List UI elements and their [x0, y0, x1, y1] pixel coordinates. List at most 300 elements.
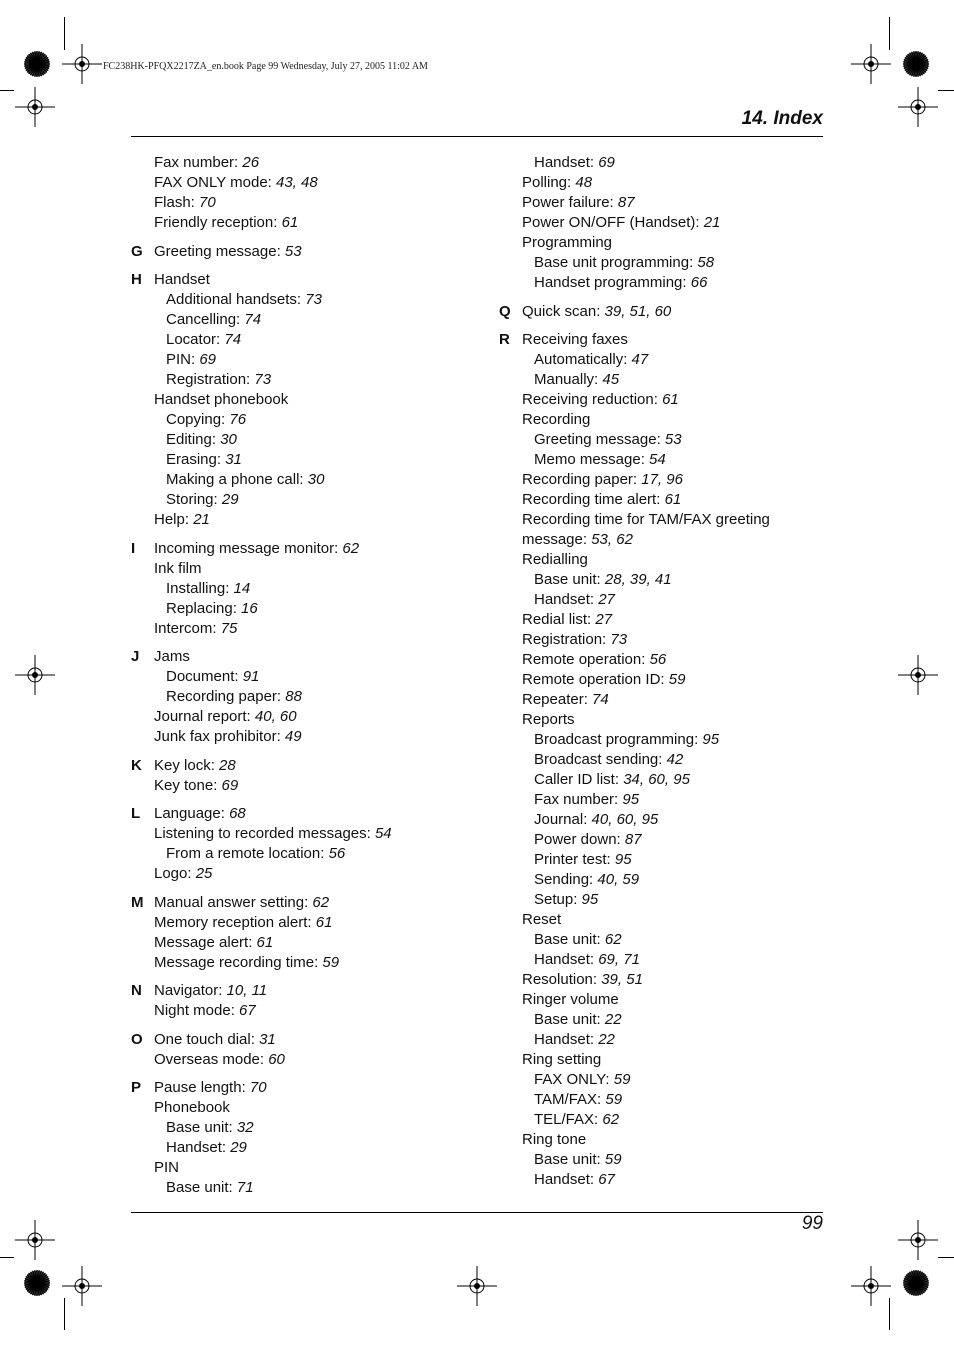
index-letter: O [131, 1030, 143, 1048]
entry-page-refs: 87 [624, 831, 642, 848]
entry-term: Printer test: [534, 851, 615, 868]
index-subentry [499, 810, 829, 830]
entry-term: Fax number: [534, 791, 623, 808]
entry-page-refs: 95 [581, 891, 599, 908]
entry-term: Reports [522, 711, 575, 728]
entry-page-refs: 70 [249, 1079, 267, 1096]
index-letter-group [131, 647, 491, 747]
index-entry [499, 630, 829, 650]
entry-term: Base unit: [534, 1011, 605, 1028]
crosshair-mark [15, 87, 55, 127]
entry-page-refs: 69 [221, 776, 239, 794]
index-entry [499, 213, 829, 233]
entry-term: Ink film [154, 559, 202, 577]
entry-term: Message recording time: [154, 953, 323, 971]
entry-term: Key lock: [154, 756, 220, 774]
entry-term: Manually: [534, 371, 603, 388]
entry-term: FAX ONLY: [534, 1071, 614, 1088]
entry-page-refs: 53 [664, 431, 682, 448]
entry-term: TAM/FAX: [534, 1091, 606, 1108]
entry-page-refs: 74 [592, 691, 609, 708]
entry-term: Handset programming: [534, 274, 691, 291]
entry-page-refs: 53, 62 [591, 531, 633, 548]
index-subentry [499, 450, 829, 470]
index-entry [499, 970, 829, 990]
index-subentry [499, 1110, 829, 1130]
crosshair-mark [851, 44, 891, 84]
entry-page-refs: 62 [342, 539, 360, 557]
entry-page-refs: 59 [605, 1091, 623, 1108]
index-subentry [499, 790, 829, 810]
entry-term: Ring tone [522, 1131, 587, 1148]
crop-line [889, 17, 890, 50]
entry-page-refs: 67 [239, 1002, 256, 1019]
index-subentry [499, 1030, 829, 1050]
crosshair-mark [15, 1220, 55, 1260]
entry-page-refs: 74 [244, 311, 262, 328]
section-title: 14. Index [741, 108, 823, 129]
entry-page-refs: 74 [224, 331, 242, 348]
index-entry [499, 910, 829, 930]
entry-page-refs: 26 [242, 154, 260, 171]
index-letter-group [131, 270, 491, 530]
crop-line [0, 90, 14, 91]
index-letter-group [131, 1030, 491, 1070]
index-subentry [499, 1070, 829, 1090]
entry-term: Reset [522, 911, 562, 928]
index-letter: J [131, 648, 140, 665]
entry-page-refs: 59 [322, 953, 340, 971]
index-letter: I [131, 539, 136, 557]
entry-term: Storing: [166, 491, 222, 508]
entry-page-refs: 40, 59 [597, 871, 640, 888]
entry-term: Handset [154, 271, 210, 288]
entry-term: Message alert: [154, 933, 257, 951]
entry-page-refs: 16 [241, 599, 258, 617]
entry-term: Pause length: [154, 1079, 250, 1096]
entry-page-refs: 61 [256, 933, 274, 951]
index-entry [131, 173, 491, 193]
index-subentry [499, 1090, 829, 1110]
index-letter-group [131, 1078, 491, 1198]
crosshair-mark [898, 87, 938, 127]
index-entry [131, 270, 491, 290]
index-subentry [499, 930, 829, 950]
entry-term: Repeater: [522, 691, 593, 708]
index-subentry [499, 1170, 829, 1190]
index-entry [131, 539, 491, 559]
entry-term: TEL/FAX: [534, 1111, 603, 1128]
index-entry [499, 390, 829, 410]
entry-term: Ringer volume [522, 991, 619, 1008]
index-entry [131, 1158, 491, 1178]
entry-term: Base unit programming: [534, 254, 698, 271]
entry-term: Logo: [154, 865, 196, 882]
starburst-mark [903, 51, 929, 77]
entry-page-refs: 21 [193, 511, 210, 528]
crop-line [938, 1257, 954, 1258]
crosshair-mark [851, 1266, 891, 1306]
entry-term: Quick scan: [522, 302, 605, 320]
entry-page-refs: 49 [284, 728, 302, 745]
index-entry [499, 670, 829, 690]
entry-term: Additional handsets: [166, 291, 306, 308]
entry-term: Editing: [166, 431, 221, 448]
index-entry [499, 990, 829, 1010]
entry-page-refs: 58 [697, 254, 715, 271]
entry-term: Power down: [534, 831, 625, 848]
entry-term: PIN: [166, 351, 200, 368]
entry-page-refs: 69 [598, 154, 615, 171]
entry-term: Junk fax prohibitor: [154, 728, 285, 745]
index-letter: N [131, 982, 142, 999]
index-entry [499, 550, 829, 570]
entry-page-refs: 70 [199, 194, 216, 211]
entry-term: Overseas mode: [154, 1050, 269, 1068]
entry-page-refs: 40, 60, 95 [591, 811, 659, 828]
entry-page-refs: 73 [254, 371, 272, 388]
index-entry [131, 1078, 491, 1098]
index-entry [131, 893, 491, 913]
entry-page-refs: 29 [230, 1139, 247, 1156]
entry-page-refs: 56 [328, 845, 346, 862]
entry-page-refs: 73 [305, 291, 322, 308]
entry-page-refs: 21 [703, 214, 721, 231]
index-subentry [499, 590, 829, 610]
index-entry [499, 233, 829, 253]
index-subentry [499, 370, 829, 390]
entry-term: Recording [522, 411, 591, 428]
index-entry [131, 864, 491, 884]
entry-term: Broadcast programming: [534, 731, 703, 748]
entry-page-refs: 95 [614, 851, 632, 868]
entry-term: Manual answer setting: [154, 893, 313, 911]
index-letter-group [131, 804, 491, 884]
entry-page-refs: 48 [575, 174, 593, 191]
crop-line [64, 17, 65, 50]
index-entry [131, 193, 491, 213]
index-subentry [499, 153, 829, 173]
index-subentry [131, 410, 491, 430]
entry-page-refs: 59 [613, 1071, 631, 1088]
entry-page-refs: 31 [225, 451, 242, 468]
index-column-right [499, 153, 829, 1199]
header-rule [131, 136, 823, 137]
entry-page-refs: 69 [199, 351, 217, 368]
entry-term: Replacing: [166, 599, 242, 617]
index-entry [499, 610, 829, 630]
entry-term: Ring setting [522, 1051, 602, 1068]
index-subentry [131, 1118, 491, 1138]
entry-term: Handset: [534, 1171, 599, 1188]
index-letter-group [131, 153, 491, 233]
index-entry [131, 953, 491, 973]
entry-page-refs: 61 [315, 913, 333, 931]
entry-term: Journal: [534, 811, 592, 828]
entry-page-refs: 45 [602, 371, 620, 388]
entry-term: Erasing: [166, 451, 226, 468]
entry-page-refs: 61 [664, 491, 682, 508]
index-entry [131, 933, 491, 953]
index-entry [499, 650, 829, 670]
index-entry [131, 213, 491, 233]
starburst-mark [24, 1270, 50, 1296]
entry-page-refs: 95 [702, 731, 720, 748]
entry-term: Base unit: [166, 1119, 237, 1136]
index-subentry [499, 253, 829, 273]
entry-page-refs: 10, 11 [226, 982, 268, 999]
entry-term: Journal report: [154, 708, 255, 725]
entry-term: Help: [154, 511, 194, 528]
crosshair-mark [898, 1220, 938, 1260]
crop-line [64, 1298, 65, 1330]
entry-page-refs: 76 [229, 411, 247, 428]
index-subentry [131, 290, 491, 310]
entry-term: Greeting message: [534, 431, 665, 448]
entry-term: Making a phone call: [166, 471, 308, 488]
index-entry [499, 510, 787, 550]
index-subentry [499, 750, 829, 770]
entry-term: Phonebook [154, 1099, 230, 1116]
entry-page-refs: 17, 96 [641, 471, 683, 488]
entry-term: Handset: [534, 1031, 599, 1048]
entry-term: Redialling [522, 551, 588, 568]
index-subentry [499, 430, 829, 450]
entry-page-refs: 62 [602, 1111, 620, 1128]
entry-term: Recording time alert: [522, 491, 665, 508]
index-letter-group [131, 893, 491, 973]
entry-page-refs: 34, 60, 95 [623, 771, 690, 788]
index-entry [131, 647, 491, 667]
index-entry [499, 690, 829, 710]
entry-term: Redial list: [522, 611, 596, 628]
index-letter-group [499, 153, 829, 293]
entry-term: Key tone: [154, 776, 222, 794]
entry-term: Document: [166, 668, 243, 685]
entry-page-refs: 95 [622, 791, 640, 808]
entry-page-refs: 61 [662, 391, 679, 408]
index-letter: P [131, 1079, 142, 1096]
index-letter: K [131, 756, 142, 774]
index-letter-group [499, 302, 829, 322]
index-subentry [131, 310, 491, 330]
entry-term: Registration: [522, 631, 611, 648]
entry-page-refs: 27 [595, 611, 613, 628]
entry-term: Sending: [534, 871, 598, 888]
index-entry [131, 619, 491, 639]
entry-page-refs: 31 [259, 1030, 276, 1048]
entry-page-refs: 22 [598, 1031, 615, 1048]
index-subentry [499, 570, 829, 590]
entry-page-refs: 54 [374, 825, 392, 842]
index-subentry [499, 1150, 829, 1170]
entry-page-refs: 73 [610, 631, 628, 648]
index-letter: G [131, 242, 143, 260]
index-subentry [131, 667, 491, 687]
entry-term: Locator: [166, 331, 225, 348]
crosshair-mark [898, 655, 938, 695]
entry-page-refs: 88 [285, 688, 302, 705]
index-entry [131, 756, 491, 776]
entry-term: Polling: [522, 174, 576, 191]
index-letter: M [131, 893, 144, 911]
entry-term: Handset: [534, 591, 599, 608]
entry-page-refs: 39, 51, 60 [604, 302, 672, 320]
entry-term: Handset phonebook [154, 391, 289, 408]
index-entry [499, 1050, 829, 1070]
entry-term: Incoming message monitor: [154, 539, 343, 557]
entry-term: Recording paper: [166, 688, 286, 705]
entry-page-refs: 28, 39, 41 [604, 571, 672, 588]
index-subentry [131, 350, 491, 370]
crosshair-mark [62, 44, 102, 84]
entry-term: Listening to recorded messages: [154, 825, 375, 842]
index-subentry [499, 350, 829, 370]
index-subentry [131, 450, 491, 470]
entry-page-refs: 67 [598, 1171, 615, 1188]
entry-page-refs: 60 [268, 1050, 285, 1068]
entry-term: Resolution: [522, 971, 602, 988]
index-subentry [131, 330, 491, 350]
index-subentry [499, 870, 829, 890]
crop-line [938, 90, 954, 91]
index-letter: R [499, 331, 510, 348]
entry-page-refs: 28 [219, 756, 236, 774]
index-entry [131, 1030, 491, 1050]
entry-term: Base unit: [534, 571, 605, 588]
footer-rule [131, 1212, 823, 1213]
index-entry [131, 727, 491, 747]
index-subentry [499, 950, 829, 970]
crop-line [0, 1257, 14, 1258]
entry-term: Caller ID list: [534, 771, 624, 788]
entry-page-refs: 91 [242, 668, 260, 685]
entry-page-refs: 75 [220, 619, 238, 637]
crosshair-mark [62, 1266, 102, 1306]
entry-term: Jams [154, 648, 190, 665]
entry-page-refs: 42 [666, 751, 684, 768]
entry-term: Intercom: [154, 619, 221, 637]
index-subentry [131, 370, 491, 390]
index-entry [499, 193, 829, 213]
crosshair-mark [15, 655, 55, 695]
entry-page-refs: 62 [312, 893, 330, 911]
entry-page-refs: 61 [281, 214, 299, 231]
entry-term: Greeting message: [154, 242, 285, 260]
index-column-left [131, 153, 491, 1207]
index-subentry [499, 273, 829, 293]
index-letter: L [131, 805, 141, 822]
entry-page-refs: 43, 48 [276, 174, 318, 191]
entry-term: PIN [154, 1159, 180, 1176]
index-entry [499, 1130, 829, 1150]
entry-term: Broadcast sending: [534, 751, 667, 768]
crop-line [889, 1298, 890, 1330]
entry-page-refs: 71 [236, 1179, 254, 1196]
entry-term: Memo message: [534, 451, 650, 468]
entry-page-refs: 87 [617, 194, 635, 211]
entry-page-refs: 30 [307, 471, 325, 488]
entry-term: Friendly reception: [154, 214, 282, 231]
index-entry [131, 824, 491, 844]
entry-term: Copying: [166, 411, 230, 428]
entry-term: Power ON/OFF (Handset): [522, 214, 704, 231]
index-letter-group [131, 539, 491, 639]
entry-page-refs: 14 [233, 579, 251, 597]
starburst-mark [903, 1270, 929, 1296]
index-letter-group [131, 756, 491, 796]
entry-term: Receiving faxes [522, 331, 628, 348]
index-subentry [131, 599, 491, 619]
index-entry [131, 153, 491, 173]
index-subentry [131, 844, 491, 864]
entry-term: Recording paper: [522, 471, 642, 488]
index-subentry [499, 830, 829, 850]
index-subentry [499, 890, 829, 910]
entry-page-refs: 22 [604, 1011, 622, 1028]
index-entry [131, 1050, 491, 1070]
index-subentry [131, 430, 491, 450]
entry-term: Handset: [534, 951, 599, 968]
entry-term: Base unit: [166, 1179, 237, 1196]
index-entry [131, 242, 491, 262]
entry-term: FAX ONLY mode: [154, 174, 276, 191]
entry-page-refs: 62 [604, 931, 622, 948]
index-subentry [499, 770, 829, 790]
starburst-mark [24, 51, 50, 77]
entry-term: Handset: [534, 154, 599, 171]
index-letter-group [131, 242, 491, 262]
entry-page-refs: 40, 60 [254, 708, 297, 725]
index-letter: H [131, 271, 142, 288]
index-subentry [499, 730, 829, 750]
index-letter-group [499, 330, 829, 1190]
index-entry [499, 173, 829, 193]
index-entry [131, 1001, 491, 1021]
index-subentry [499, 1010, 829, 1030]
entry-page-refs: 54 [649, 451, 666, 468]
index-subentry [499, 850, 829, 870]
index-subentry [131, 687, 491, 707]
index-subentry [131, 1138, 491, 1158]
entry-term: Registration: [166, 371, 255, 388]
index-entry [131, 707, 491, 727]
index-entry [499, 330, 829, 350]
entry-page-refs: 68 [229, 805, 246, 822]
entry-term: One touch dial: [154, 1030, 260, 1048]
index-subentry [131, 579, 491, 599]
index-entry [131, 559, 491, 579]
entry-page-refs: 39, 51 [601, 971, 643, 988]
index-subentry [131, 490, 491, 510]
entry-term: Recording time for TAM/FAX greeting message: [522, 511, 770, 548]
entry-term: Automatically: [534, 351, 632, 368]
index-entry [499, 470, 829, 490]
entry-term: Programming [522, 234, 613, 251]
index-entry [131, 1098, 491, 1118]
entry-page-refs: 32 [236, 1119, 254, 1136]
entry-term: Memory reception alert: [154, 913, 316, 931]
entry-term: From a remote location: [166, 845, 329, 862]
entry-page-refs: 27 [598, 591, 615, 608]
entry-page-refs: 59 [668, 671, 686, 688]
index-entry [131, 913, 491, 933]
index-entry [131, 510, 491, 530]
entry-page-refs: 47 [631, 351, 649, 368]
index-subentry [131, 1178, 491, 1198]
index-entry [131, 804, 491, 824]
entry-page-refs: 69, 71 [598, 951, 640, 968]
